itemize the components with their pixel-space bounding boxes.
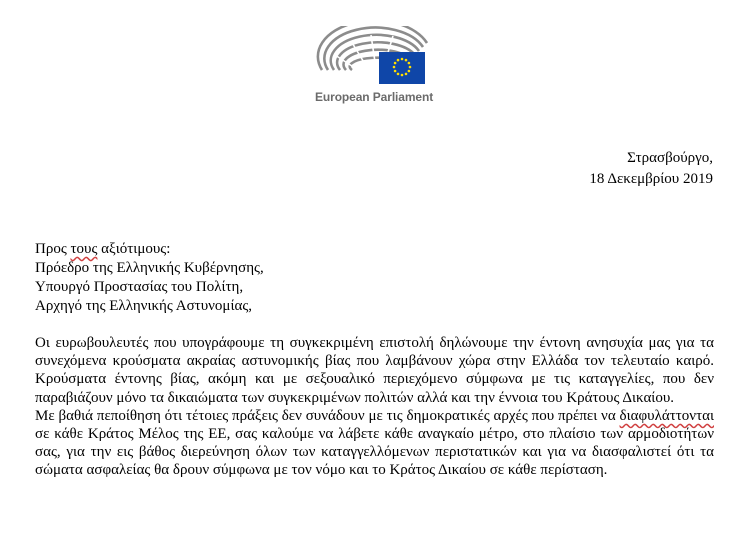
- paragraph-2-spellcheck-word: διαφυλάττονται: [619, 407, 714, 424]
- european-parliament-logo: [313, 26, 433, 106]
- body-paragraph-1: Οι ευρωβουλευτές που υπογράφουμε τη συγκεκριμένη επιστολή δηλώνουμε την έντονη ανησυχία μας για τα συνεχόμενα κρούσματα ακραίας αστυνομικής βίας που λαμβάνουν χώρα στην Ελλάδα τον τελευταίο καιρό. Κρούσματα έντονης βίας, ακόμη και με σεξουαλικό περιεχόμενο σύμφωνα με τις καταγγελίες, που δεν παραβιάζουν μόνο τα δικαιώματα των συγκεκριμένων πολιτών αλλά και την έννοια του Κράτους Δικαίου.: [35, 335, 714, 406]
- recipient-line: Υπουργό Προστασίας του Πολίτη,: [35, 279, 244, 295]
- salutation: [35, 240, 264, 259]
- body-paragraph-2: [35, 407, 714, 480]
- letter-date: 18 Δεκεμβρίου 2019: [589, 171, 713, 187]
- eu-flag: [379, 52, 425, 84]
- salutation-prefix: Προς: [35, 241, 71, 257]
- recipient-line: Αρχηγό της Ελληνικής Αστυνομίας,: [35, 298, 253, 314]
- logo-wordmark: European Parliament: [315, 90, 434, 104]
- paragraph-2-end: σε κάθε Κράτος Μέλος της ΕΕ, σας καλούμε να λάβετε κάθε αναγκαίο μέτρο, στο πλαίσιο των αρμοδιοτήτων σας, για την εις βάθος διερεύνηση όλων των καταγγελλόμενων περιστατικών και για να διασφαλιστεί ότι τα σώματα ασφαλείας θα δρουν σύμφωνα με τον νόμο και το Κράτος Δικαίου σε κάθε περίσταση.: [35, 426, 714, 479]
- hemicycle-emblem: [313, 26, 433, 90]
- salutation-spellcheck-word: τους: [70, 241, 98, 257]
- paragraph-2-start: Με βαθιά πεποίθηση ότι τέτοιες πράξεις δεν συνάδουν με τις δημοκρατικές αρχές που πρέπει να: [35, 407, 620, 424]
- salutation-suffix: αξιότιμους:: [97, 241, 171, 257]
- addressee-block: [35, 240, 264, 316]
- letter-body: [35, 334, 714, 480]
- place-date-block: [589, 148, 713, 190]
- letter-place: Στρασβούργο,: [627, 150, 713, 166]
- recipient-line: Πρόεδρο της Ελληνικής Κυβέρνησης,: [35, 260, 264, 276]
